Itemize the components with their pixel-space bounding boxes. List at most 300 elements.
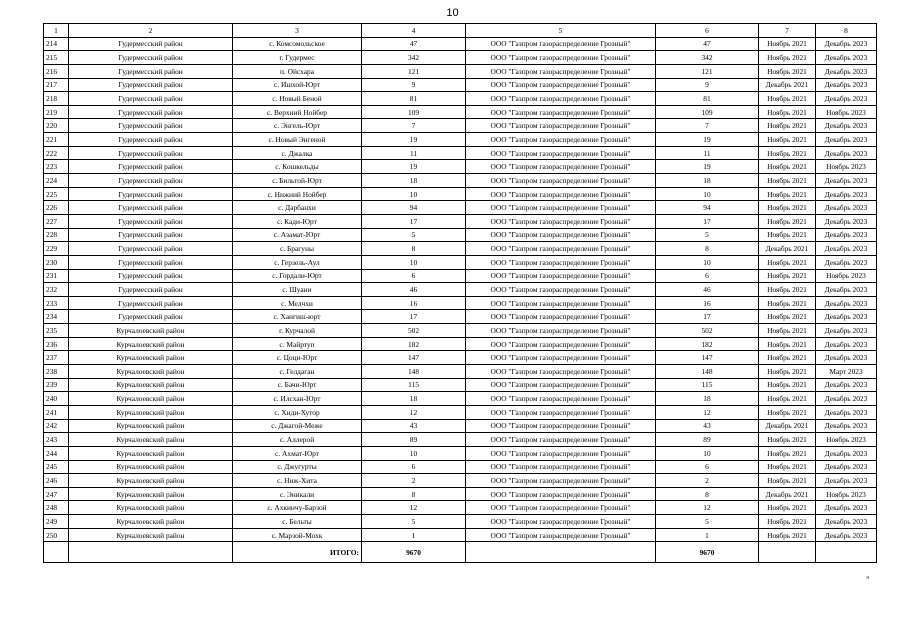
start-date-cell: Ноябрь 2021 xyxy=(759,310,816,324)
operator-cell: ООО "Газпром газораспределение Грозный" xyxy=(466,269,656,283)
operator-cell: ООО "Газпром газораспределение Грозный" xyxy=(466,51,656,65)
district-cell: Гудермесский район xyxy=(69,187,233,201)
operator-cell: ООО "Газпром газораспределение Грозный" xyxy=(466,105,656,119)
table-row xyxy=(44,201,877,215)
end-date-cell: Декабрь 2023 xyxy=(816,515,877,529)
settlement-cell: с. Кошкельды xyxy=(233,160,362,174)
connected-count-cell: 18 xyxy=(656,174,759,188)
district-cell: Курчалоевский район xyxy=(69,487,233,501)
households-count-cell: 5 xyxy=(362,515,466,529)
households-count-cell: 115 xyxy=(362,378,466,392)
start-date-cell: Ноябрь 2021 xyxy=(759,201,816,215)
connected-count-cell: 10 xyxy=(656,255,759,269)
connected-count-cell: 9 xyxy=(656,78,759,92)
district-cell: Курчалоевский район xyxy=(69,351,233,365)
start-date-cell: Декабрь 2021 xyxy=(759,487,816,501)
settlement-cell: с. Ахмат-Юрт xyxy=(233,446,362,460)
operator-cell: ООО "Газпром газораспределение Грозный" xyxy=(466,242,656,256)
header-cell: 7 xyxy=(759,24,816,38)
start-date-cell: Ноябрь 2021 xyxy=(759,92,816,106)
start-date-cell: Ноябрь 2021 xyxy=(759,160,816,174)
table-row xyxy=(44,160,877,174)
district-cell: Курчалоевский район xyxy=(69,460,233,474)
operator-cell: ООО "Газпром газораспределение Грозный" xyxy=(466,405,656,419)
district-cell: Гудермесский район xyxy=(69,255,233,269)
district-cell: Гудермесский район xyxy=(69,92,233,106)
operator-cell: ООО "Газпром газораспределение Грозный" xyxy=(466,460,656,474)
table-row xyxy=(44,419,877,433)
table-row xyxy=(44,487,877,501)
operator-cell: ООО "Газпром газораспределение Грозный" xyxy=(466,501,656,515)
households-count-cell: 2 xyxy=(362,474,466,488)
connected-count-cell: 5 xyxy=(656,515,759,529)
connected-count-cell: 109 xyxy=(656,105,759,119)
connected-count-cell: 2 xyxy=(656,474,759,488)
households-count-cell: 6 xyxy=(362,460,466,474)
end-date-cell: Декабрь 2023 xyxy=(816,405,877,419)
settlement-cell: с. Джагой-Меже xyxy=(233,419,362,433)
connected-count-cell: 148 xyxy=(656,365,759,379)
start-date-cell: Ноябрь 2021 xyxy=(759,378,816,392)
table-row xyxy=(44,37,877,51)
row-number-cell: 214 xyxy=(44,37,69,51)
header-cell: 8 xyxy=(816,24,877,38)
table-row xyxy=(44,119,877,133)
operator-cell: ООО "Газпром газораспределение Грозный" xyxy=(466,228,656,242)
settlement-cell: с. Мелчхи xyxy=(233,296,362,310)
connected-count-cell: 43 xyxy=(656,419,759,433)
row-number-cell: 224 xyxy=(44,174,69,188)
total-empty-cell xyxy=(69,542,233,563)
row-number-cell: 238 xyxy=(44,365,69,379)
settlement-cell: с. Азамат-Юрт xyxy=(233,228,362,242)
district-cell: Курчалоевский район xyxy=(69,419,233,433)
row-number-cell: 228 xyxy=(44,228,69,242)
table-row xyxy=(44,255,877,269)
households-count-cell: 89 xyxy=(362,433,466,447)
settlement-cell: с. Комсомольское xyxy=(233,37,362,51)
settlement-cell: г. Гудермес xyxy=(233,51,362,65)
district-cell: Гудермесский район xyxy=(69,146,233,160)
row-number-cell: 221 xyxy=(44,133,69,147)
district-cell: Гудермесский район xyxy=(69,51,233,65)
settlement-cell: с. Гелдаган xyxy=(233,365,362,379)
households-count-cell: 10 xyxy=(362,255,466,269)
households-count-cell: 17 xyxy=(362,310,466,324)
connected-count-cell: 147 xyxy=(656,351,759,365)
settlement-cell: с. Ахкинчу-Барзой xyxy=(233,501,362,515)
connected-count-cell: 19 xyxy=(656,133,759,147)
households-count-cell: 10 xyxy=(362,446,466,460)
page-number: 10 xyxy=(446,7,459,19)
row-number-cell: 247 xyxy=(44,487,69,501)
households-count-cell: 5 xyxy=(362,228,466,242)
households-count-cell: 19 xyxy=(362,133,466,147)
end-date-cell: Ноябрь 2023 xyxy=(816,487,877,501)
start-date-cell: Ноябрь 2021 xyxy=(759,474,816,488)
end-date-cell: Декабрь 2023 xyxy=(816,146,877,160)
operator-cell: ООО "Газпром газораспределение Грозный" xyxy=(466,528,656,542)
end-date-cell: Декабрь 2023 xyxy=(816,324,877,338)
connected-count-cell: 6 xyxy=(656,269,759,283)
row-number-cell: 216 xyxy=(44,64,69,78)
operator-cell: ООО "Газпром газораспределение Грозный" xyxy=(466,119,656,133)
settlement-cell: с. Марзой-Мохк xyxy=(233,528,362,542)
connected-count-cell: 182 xyxy=(656,337,759,351)
row-number-cell: 232 xyxy=(44,283,69,297)
settlement-cell: с. Цоци-Юрт xyxy=(233,351,362,365)
settlement-cell: с. Бильтой-Юрт xyxy=(233,174,362,188)
connected-count-cell: 17 xyxy=(656,214,759,228)
district-cell: Гудермесский район xyxy=(69,37,233,51)
connected-count-cell: 89 xyxy=(656,433,759,447)
settlement-cell: п. Ойсхара xyxy=(233,64,362,78)
start-date-cell: Ноябрь 2021 xyxy=(759,269,816,283)
end-date-cell: Декабрь 2023 xyxy=(816,242,877,256)
row-number-cell: 217 xyxy=(44,78,69,92)
households-count-cell: 1 xyxy=(362,528,466,542)
district-cell: Гудермесский район xyxy=(69,296,233,310)
row-number-cell: 234 xyxy=(44,310,69,324)
operator-cell: ООО "Газпром газораспределение Грозный" xyxy=(466,146,656,160)
row-number-cell: 235 xyxy=(44,324,69,338)
connected-count-cell: 5 xyxy=(656,228,759,242)
settlement-cell: с. Ишхой-Юрт xyxy=(233,78,362,92)
total-empty-cell xyxy=(466,542,656,563)
district-cell: Гудермесский район xyxy=(69,133,233,147)
table-row xyxy=(44,324,877,338)
connected-count-cell: 502 xyxy=(656,324,759,338)
row-number-cell: 250 xyxy=(44,528,69,542)
settlement-cell: с. Шуани xyxy=(233,283,362,297)
operator-cell: ООО "Газпром газораспределение Грозный" xyxy=(466,255,656,269)
table-row xyxy=(44,214,877,228)
households-count-cell: 11 xyxy=(362,146,466,160)
settlement-cell: с. Брагуны xyxy=(233,242,362,256)
table-row xyxy=(44,501,877,515)
table-row xyxy=(44,269,877,283)
row-number-cell: 244 xyxy=(44,446,69,460)
start-date-cell: Ноябрь 2021 xyxy=(759,119,816,133)
households-count-cell: 8 xyxy=(362,242,466,256)
settlement-cell: с. Хиди-Хутор xyxy=(233,405,362,419)
end-date-cell: Декабрь 2023 xyxy=(816,228,877,242)
operator-cell: ООО "Газпром газораспределение Грозный" xyxy=(466,310,656,324)
district-cell: Курчалоевский район xyxy=(69,515,233,529)
connected-count-cell: 10 xyxy=(656,187,759,201)
households-count-cell: 46 xyxy=(362,283,466,297)
district-cell: Гудермесский район xyxy=(69,310,233,324)
start-date-cell: Ноябрь 2021 xyxy=(759,515,816,529)
start-date-cell: Ноябрь 2021 xyxy=(759,187,816,201)
connected-count-cell: 47 xyxy=(656,37,759,51)
connected-count-cell: 11 xyxy=(656,146,759,160)
table-row xyxy=(44,474,877,488)
table-row xyxy=(44,146,877,160)
households-count-cell: 43 xyxy=(362,419,466,433)
settlement-cell: с. Герзель-Аул xyxy=(233,255,362,269)
end-date-cell: Декабрь 2023 xyxy=(816,187,877,201)
district-cell: Курчалоевский район xyxy=(69,405,233,419)
header-cell: 4 xyxy=(362,24,466,38)
start-date-cell: Ноябрь 2021 xyxy=(759,501,816,515)
start-date-cell: Ноябрь 2021 xyxy=(759,296,816,310)
end-date-cell: Ноябрь 2023 xyxy=(816,105,877,119)
start-date-cell: Ноябрь 2021 xyxy=(759,460,816,474)
end-date-cell: Ноябрь 2023 xyxy=(816,433,877,447)
connected-count-cell: 18 xyxy=(656,392,759,406)
table-row xyxy=(44,105,877,119)
operator-cell: ООО "Газпром газораспределение Грозный" xyxy=(466,78,656,92)
table-row xyxy=(44,460,877,474)
header-row xyxy=(44,24,877,38)
row-number-cell: 226 xyxy=(44,201,69,215)
start-date-cell: Ноябрь 2021 xyxy=(759,392,816,406)
district-cell: Курчалоевский район xyxy=(69,337,233,351)
row-number-cell: 236 xyxy=(44,337,69,351)
households-count-cell: 47 xyxy=(362,37,466,51)
operator-cell: ООО "Газпром газораспределение Грозный" xyxy=(466,324,656,338)
district-cell: Гудермесский район xyxy=(69,174,233,188)
households-count-cell: 10 xyxy=(362,187,466,201)
settlement-cell: с. Бачи-Юрт xyxy=(233,378,362,392)
households-count-cell: 121 xyxy=(362,64,466,78)
table-row xyxy=(44,283,877,297)
table-row xyxy=(44,64,877,78)
connected-count-cell: 17 xyxy=(656,310,759,324)
table-row xyxy=(44,351,877,365)
households-count-cell: 16 xyxy=(362,296,466,310)
operator-cell: ООО "Газпром газораспределение Грозный" xyxy=(466,419,656,433)
row-number-cell: 230 xyxy=(44,255,69,269)
start-date-cell: Ноябрь 2021 xyxy=(759,528,816,542)
start-date-cell: Ноябрь 2021 xyxy=(759,255,816,269)
end-date-cell: Декабрь 2023 xyxy=(816,201,877,215)
operator-cell: ООО "Газпром газораспределение Грозный" xyxy=(466,487,656,501)
settlement-cell: с. Новый Беной xyxy=(233,92,362,106)
district-cell: Курчалоевский район xyxy=(69,392,233,406)
households-count-cell: 18 xyxy=(362,392,466,406)
row-number-cell: 223 xyxy=(44,160,69,174)
start-date-cell: Ноябрь 2021 xyxy=(759,51,816,65)
table-row xyxy=(44,133,877,147)
settlement-cell: с. Джалка xyxy=(233,146,362,160)
row-number-cell: 246 xyxy=(44,474,69,488)
settlement-cell: с. Дарбанхи xyxy=(233,201,362,215)
start-date-cell: Ноябрь 2021 xyxy=(759,283,816,297)
households-count-cell: 342 xyxy=(362,51,466,65)
row-number-cell: 243 xyxy=(44,433,69,447)
households-count-cell: 182 xyxy=(362,337,466,351)
operator-cell: ООО "Газпром газораспределение Грозный" xyxy=(466,187,656,201)
table-row xyxy=(44,51,877,65)
start-date-cell: Ноябрь 2021 xyxy=(759,64,816,78)
district-cell: Гудермесский район xyxy=(69,119,233,133)
settlement-cell: с. Гордали-Юрт xyxy=(233,269,362,283)
table-row xyxy=(44,296,877,310)
end-date-cell: Декабрь 2023 xyxy=(816,255,877,269)
table-row xyxy=(44,392,877,406)
start-date-cell: Ноябрь 2021 xyxy=(759,214,816,228)
row-number-cell: 242 xyxy=(44,419,69,433)
households-count-cell: 94 xyxy=(362,201,466,215)
total-col6: 9670 xyxy=(656,542,759,563)
district-cell: Курчалоевский район xyxy=(69,528,233,542)
total-empty-cell xyxy=(759,542,816,563)
end-date-cell: Декабрь 2023 xyxy=(816,283,877,297)
table-row xyxy=(44,433,877,447)
households-count-cell: 17 xyxy=(362,214,466,228)
operator-cell: ООО "Газпром газораспределение Грозный" xyxy=(466,351,656,365)
header-cell: 1 xyxy=(44,24,69,38)
end-date-cell: Декабрь 2023 xyxy=(816,392,877,406)
end-date-cell: Март 2023 xyxy=(816,365,877,379)
operator-cell: ООО "Газпром газораспределение Грозный" xyxy=(466,296,656,310)
settlement-cell: с. Аллерой xyxy=(233,433,362,447)
district-cell: Гудермесский район xyxy=(69,269,233,283)
end-date-cell: Декабрь 2023 xyxy=(816,460,877,474)
end-date-cell: Декабрь 2023 xyxy=(816,310,877,324)
start-date-cell: Ноябрь 2021 xyxy=(759,446,816,460)
connected-count-cell: 19 xyxy=(656,160,759,174)
end-date-cell: Декабрь 2023 xyxy=(816,51,877,65)
row-number-cell: 220 xyxy=(44,119,69,133)
row-number-cell: 219 xyxy=(44,105,69,119)
district-cell: Курчалоевский район xyxy=(69,501,233,515)
connected-count-cell: 115 xyxy=(656,378,759,392)
start-date-cell: Ноябрь 2021 xyxy=(759,324,816,338)
households-count-cell: 12 xyxy=(362,405,466,419)
settlement-cell: с. Джугурты xyxy=(233,460,362,474)
table-row xyxy=(44,446,877,460)
operator-cell: ООО "Газпром газораспределение Грозный" xyxy=(466,515,656,529)
operator-cell: ООО "Газпром газораспределение Грозный" xyxy=(466,392,656,406)
households-count-cell: 9 xyxy=(362,78,466,92)
gasification-table xyxy=(43,23,877,563)
table-row xyxy=(44,78,877,92)
end-date-cell: Декабрь 2023 xyxy=(816,119,877,133)
start-date-cell: Ноябрь 2021 xyxy=(759,37,816,51)
header-cell: 2 xyxy=(69,24,233,38)
row-number-cell: 225 xyxy=(44,187,69,201)
households-count-cell: 19 xyxy=(362,160,466,174)
households-count-cell: 148 xyxy=(362,365,466,379)
row-number-cell: 241 xyxy=(44,405,69,419)
connected-count-cell: 10 xyxy=(656,446,759,460)
table-row xyxy=(44,228,877,242)
end-date-cell: Декабрь 2023 xyxy=(816,501,877,515)
row-number-cell: 239 xyxy=(44,378,69,392)
row-number-cell: 249 xyxy=(44,515,69,529)
header-cell: 5 xyxy=(466,24,656,38)
households-count-cell: 7 xyxy=(362,119,466,133)
end-date-cell: Декабрь 2023 xyxy=(816,528,877,542)
end-date-cell: Декабрь 2023 xyxy=(816,78,877,92)
connected-count-cell: 16 xyxy=(656,296,759,310)
operator-cell: ООО "Газпром газораспределение Грозный" xyxy=(466,201,656,215)
operator-cell: ООО "Газпром газораспределение Грозный" xyxy=(466,365,656,379)
settlement-cell: с. Энгель-Юрт xyxy=(233,119,362,133)
total-label: ИТОГО: xyxy=(233,542,362,563)
end-date-cell: Декабрь 2023 xyxy=(816,378,877,392)
settlement-cell: с. Ниж-Хита xyxy=(233,474,362,488)
households-count-cell: 6 xyxy=(362,269,466,283)
connected-count-cell: 8 xyxy=(656,242,759,256)
operator-cell: ООО "Газпром газораспределение Грозный" xyxy=(466,446,656,460)
table-row xyxy=(44,405,877,419)
operator-cell: ООО "Газпром газораспределение Грозный" xyxy=(466,133,656,147)
start-date-cell: Ноябрь 2021 xyxy=(759,228,816,242)
start-date-cell: Декабрь 2021 xyxy=(759,419,816,433)
district-cell: Гудермесский район xyxy=(69,78,233,92)
connected-count-cell: 12 xyxy=(656,501,759,515)
district-cell: Гудермесский район xyxy=(69,201,233,215)
table-row xyxy=(44,174,877,188)
district-cell: Курчалоевский район xyxy=(69,324,233,338)
district-cell: Курчалоевский район xyxy=(69,365,233,379)
start-date-cell: Ноябрь 2021 xyxy=(759,365,816,379)
table-row xyxy=(44,310,877,324)
district-cell: Гудермесский район xyxy=(69,160,233,174)
start-date-cell: Декабрь 2021 xyxy=(759,242,816,256)
households-count-cell: 147 xyxy=(362,351,466,365)
end-date-cell: Декабрь 2023 xyxy=(816,133,877,147)
connected-count-cell: 94 xyxy=(656,201,759,215)
operator-cell: ООО "Газпром газораспределение Грозный" xyxy=(466,174,656,188)
start-date-cell: Ноябрь 2021 xyxy=(759,105,816,119)
district-cell: Курчалоевский район xyxy=(69,446,233,460)
row-number-cell: 237 xyxy=(44,351,69,365)
table-row xyxy=(44,92,877,106)
row-number-cell: 233 xyxy=(44,296,69,310)
settlement-cell: с. Нижний Нойбер xyxy=(233,187,362,201)
row-number-cell: 245 xyxy=(44,460,69,474)
total-row xyxy=(44,542,877,563)
end-date-cell: Декабрь 2023 xyxy=(816,446,877,460)
district-cell: Гудермесский район xyxy=(69,64,233,78)
district-cell: Гудермесский район xyxy=(69,105,233,119)
households-count-cell: 502 xyxy=(362,324,466,338)
operator-cell: ООО "Газпром газораспределение Грозный" xyxy=(466,433,656,447)
end-date-cell: Декабрь 2023 xyxy=(816,92,877,106)
header-cell: 3 xyxy=(233,24,362,38)
connected-count-cell: 342 xyxy=(656,51,759,65)
settlement-cell: г. Курчалой xyxy=(233,324,362,338)
settlement-cell: с. Эникали xyxy=(233,487,362,501)
operator-cell: ООО "Газпром газораспределение Грозный" xyxy=(466,337,656,351)
connected-count-cell: 1 xyxy=(656,528,759,542)
end-date-cell: Декабрь 2023 xyxy=(816,214,877,228)
table-row xyxy=(44,187,877,201)
table-row xyxy=(44,242,877,256)
settlement-cell: с. Верхний Нойбер xyxy=(233,105,362,119)
operator-cell: ООО "Газпром газораспределение Грозный" xyxy=(466,214,656,228)
end-date-cell: Декабрь 2023 xyxy=(816,337,877,351)
households-count-cell: 12 xyxy=(362,501,466,515)
end-date-cell: Декабрь 2023 xyxy=(816,296,877,310)
district-cell: Гудермесский район xyxy=(69,283,233,297)
settlement-cell: с. Хангиш-юрт xyxy=(233,310,362,324)
settlement-cell: с. Новый Энгеной xyxy=(233,133,362,147)
row-number-cell: 222 xyxy=(44,146,69,160)
row-number-cell: 231 xyxy=(44,269,69,283)
end-date-cell: Декабрь 2023 xyxy=(816,351,877,365)
start-date-cell: Ноябрь 2021 xyxy=(759,337,816,351)
district-cell: Курчалоевский район xyxy=(69,378,233,392)
district-cell: Курчалоевский район xyxy=(69,474,233,488)
operator-cell: ООО "Газпром газораспределение Грозный" xyxy=(466,474,656,488)
district-cell: Гудермесский район xyxy=(69,214,233,228)
